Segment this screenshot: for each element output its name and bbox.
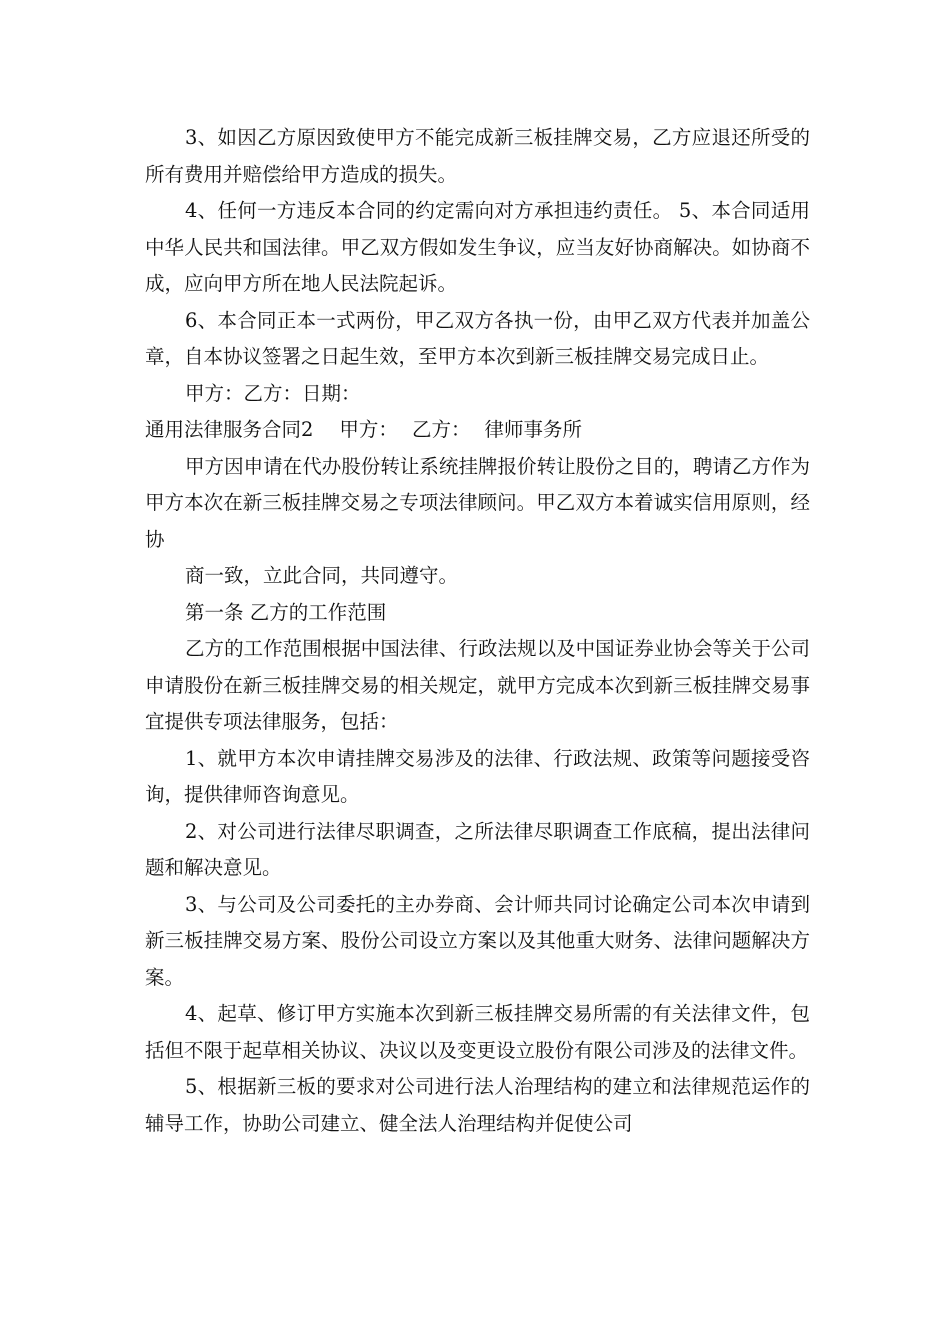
contract2-firm: 律师事务所 [484, 418, 582, 441]
paragraph-purpose: 甲方因申请在代办股份转让系统挂牌报价转让股份之目的，聘请乙方作为甲方本次在新三板挂牌交易之专项法律顾问。甲乙双方本着诚实信用原则，经协 [145, 454, 810, 551]
paragraph-agreement: 商一致，立此合同，共同遵守。 [185, 564, 459, 587]
scope-item-1: 1、就甲方本次申请挂牌交易涉及的法律、行政法规、政策等问题接受咨询，提供律师咨询意见。 [145, 746, 810, 806]
paragraph-liability-and-law: 4、任何一方违反本合同的约定需向对方承担违约责任。 5、本合同适用中华人民共和国法律。甲乙双方假如发生争议，应当友好协商解决。如协商不成，应向甲方所在地人民法院起诉。 [145, 199, 810, 295]
article-1-heading: 第一条 乙方的工作范围 [185, 600, 387, 624]
contract2-party-a: 甲方： [339, 418, 398, 441]
contract2-title: 通用法律服务合同2 [145, 418, 314, 441]
scope-item-5: 5、根据新三板的要求对公司进行法人治理结构的建立和法律规范运作的辅导工作，协助公司建立、健全法人治理结构并促使公司 [145, 1075, 810, 1135]
paragraph-copies-and-effect: 6、本合同正本一式两份，甲乙双方各执一份，由甲乙双方代表并加盖公章，自本协议签署之日起生效，至甲方本次到新三板挂牌交易完成日止。 [145, 308, 810, 368]
paragraph-refund-clause: 3、如因乙方原因致使甲方不能完成新三板挂牌交易，乙方应退还所受的所有费用并赔偿给甲方造成的损失。 [145, 126, 810, 186]
scope-item-4: 4、起草、修订甲方实施本次到新三板挂牌交易所需的有关法律文件，包括但不限于起草相关协议、决议以及变更设立股份有限公司涉及的法律文件。 [145, 1002, 810, 1062]
contract2-heading-line [145, 412, 810, 449]
document-body [145, 120, 810, 1142]
contract2-party-b: 乙方： [411, 418, 471, 441]
signature-line: 甲方：乙方：日期： [185, 381, 361, 405]
scope-item-3: 3、与公司及公司委托的主办券商、会计师共同讨论确定公司本次申请到新三板挂牌交易方案、股份公司设立方案以及其他重大财务、法律问题解决方案。 [145, 892, 810, 989]
scope-item-2: 2、对公司进行法律尽职调查，之所法律尽职调查工作底稿，提出法律问题和解决意见。 [145, 819, 810, 879]
paragraph-scope: 乙方的工作范围根据中国法律、行政法规以及中国证券业协会等关于公司申请股份在新三板挂牌交易的相关规定，就甲方完成本次到新三板挂牌交易事宜提供专项法律服务，包括： [145, 637, 810, 733]
